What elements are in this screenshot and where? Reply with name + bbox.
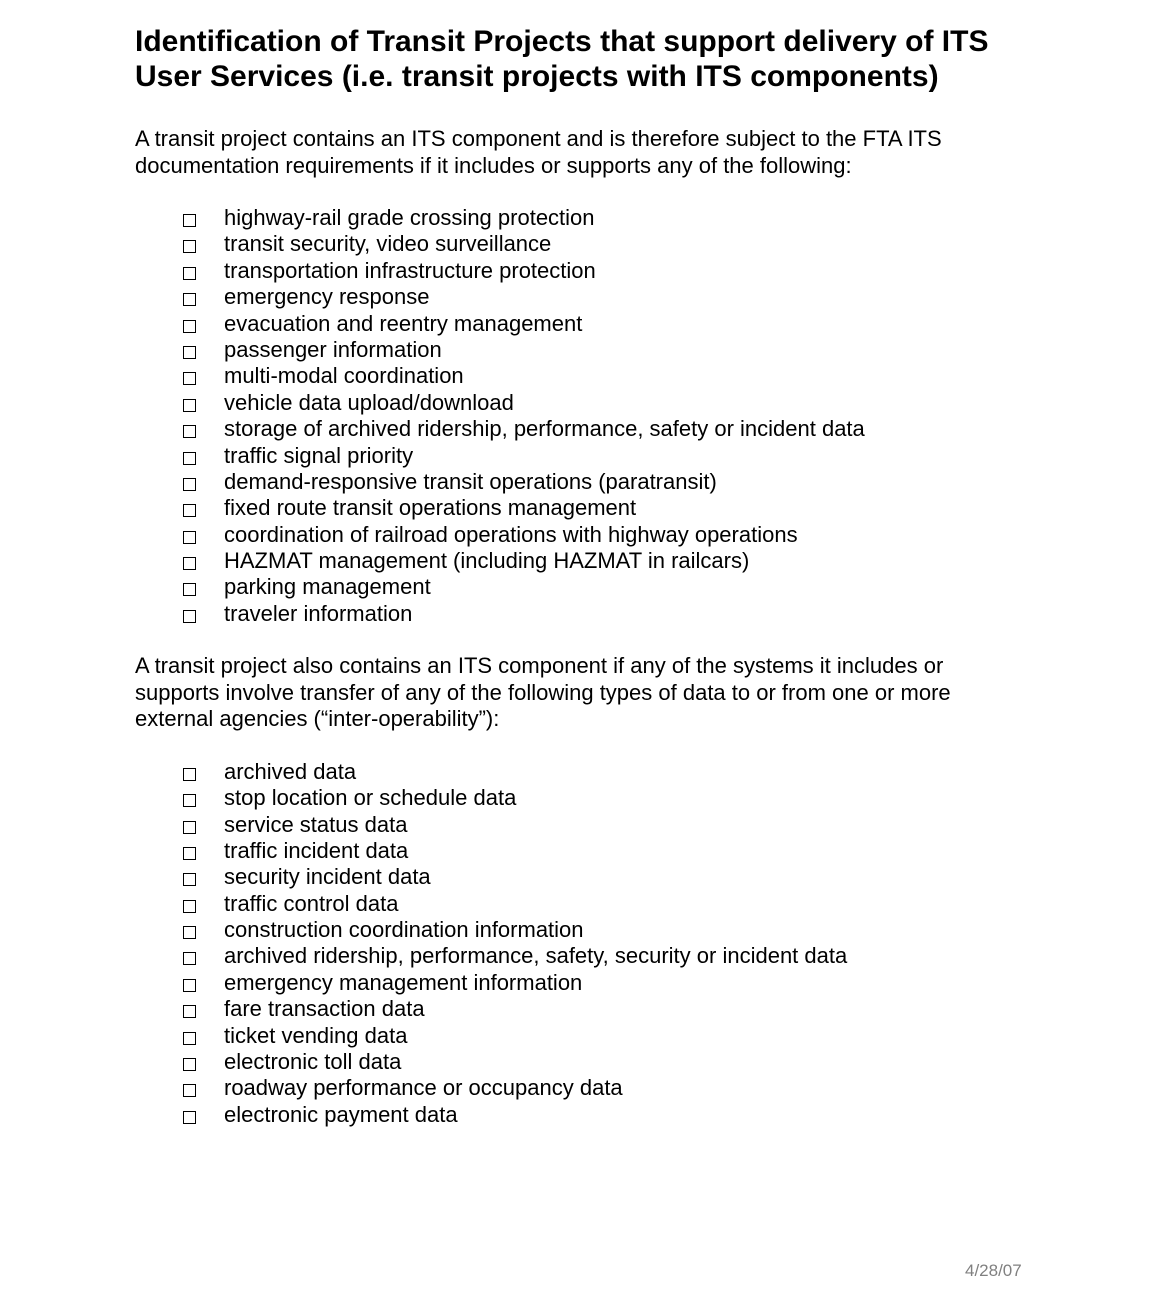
checkbox-icon[interactable]: [183, 531, 196, 544]
checklist-item: [135, 443, 1035, 469]
checkbox-icon[interactable]: [183, 346, 196, 359]
checklist-item-label: vehicle data upload/download: [224, 389, 514, 415]
checklist-item-label: traveler information: [224, 600, 413, 626]
checklist-item: [135, 996, 1035, 1022]
checklist-item-label: passenger information: [224, 336, 442, 362]
checklist-item-label: traffic control data: [224, 890, 399, 916]
intro-paragraph-1: [135, 126, 1035, 179]
checklist-item-label: parking management: [224, 574, 431, 600]
checklist-item-label: evacuation and reentry management: [224, 310, 583, 336]
checkbox-icon[interactable]: [183, 610, 196, 623]
footer-date: 4/28/07: [965, 1261, 1022, 1280]
checkbox-icon[interactable]: [183, 1032, 196, 1045]
checkbox-icon[interactable]: [183, 293, 196, 306]
checkbox-icon[interactable]: [183, 794, 196, 807]
checklist-item-label: HAZMAT management (including HAZMAT in railcars): [224, 548, 750, 574]
checkbox-icon[interactable]: [183, 926, 196, 939]
checkbox-icon[interactable]: [183, 267, 196, 280]
checkbox-icon[interactable]: [183, 1005, 196, 1018]
checklist-item: [135, 1075, 1035, 1101]
checklist-item: [135, 311, 1035, 337]
data-types-checklist: [135, 759, 1035, 1128]
checklist-item: [135, 759, 1035, 785]
title-line-2: User Services (i.e. transit projects with ITS components): [135, 60, 939, 93]
checklist-item-label: transit security, video surveillance: [224, 231, 552, 257]
checklist-item: [135, 284, 1035, 310]
checklist-item-label: electronic payment data: [224, 1101, 458, 1127]
checklist-item-label: highway-rail grade crossing protection: [224, 205, 595, 230]
document-page: [135, 24, 1035, 1128]
intro1-line-1: A transit project contains an ITS component and is therefore subject to the FTA ITS: [135, 126, 942, 151]
checklist-item: [135, 891, 1035, 917]
intro-paragraph-2: [135, 653, 1035, 733]
checklist-item: [135, 970, 1035, 996]
checklist-item: [135, 785, 1035, 811]
checkbox-icon[interactable]: [183, 1084, 196, 1097]
checklist-item-label: fare transaction data: [224, 996, 425, 1022]
checklist-item: [135, 390, 1035, 416]
checklist-item: [135, 1049, 1035, 1075]
checkbox-icon[interactable]: [183, 900, 196, 913]
intro1-line-2: documentation requirements if it includes or supports any of the following:: [135, 152, 852, 178]
checklist-item: [135, 574, 1035, 600]
checklist-item-label: transportation infrastructure protection: [224, 257, 596, 283]
checkbox-icon[interactable]: [183, 821, 196, 834]
checklist-item: [135, 495, 1035, 521]
checklist-item: [135, 231, 1035, 257]
intro2-line-2: supports involve transfer of any of the following types of data to or from one or more: [135, 679, 951, 705]
checklist-item-label: multi-modal coordination: [224, 363, 464, 389]
checklist-item: [135, 469, 1035, 495]
intro2-line-1: A transit project also contains an ITS component if any of the systems it includes or: [135, 653, 944, 679]
checklist-item-label: ticket vending data: [224, 1022, 408, 1048]
its-services-checklist: [135, 205, 1035, 627]
checkbox-icon[interactable]: [183, 214, 196, 227]
checkbox-icon[interactable]: [183, 240, 196, 253]
checkbox-icon[interactable]: [183, 425, 196, 438]
checklist-item: [135, 838, 1035, 864]
checklist-item-label: traffic incident data: [224, 837, 409, 863]
checklist-item-label: security incident data: [224, 864, 431, 890]
checklist-item: [135, 522, 1035, 548]
checklist-item-label: demand-responsive transit operations (paratransit): [224, 468, 717, 494]
checkbox-icon[interactable]: [183, 1111, 196, 1124]
checklist-item: [135, 258, 1035, 284]
checklist-item: [135, 864, 1035, 890]
checklist-item-label: construction coordination information: [224, 917, 584, 943]
title-line-1: Identification of Transit Projects that support delivery of ITS: [135, 25, 989, 58]
checkbox-icon[interactable]: [183, 979, 196, 992]
checklist-item-label: fixed route transit operations management: [224, 495, 637, 521]
checklist-item: [135, 548, 1035, 574]
checklist-item: [135, 812, 1035, 838]
checkbox-icon[interactable]: [183, 847, 196, 860]
checkbox-icon[interactable]: [183, 478, 196, 491]
checkbox-icon[interactable]: [183, 768, 196, 781]
checklist-item-label: storage of archived ridership, performance, safety or incident data: [224, 416, 865, 442]
checkbox-icon[interactable]: [183, 399, 196, 412]
checklist-item: [135, 205, 1035, 231]
checklist-item-label: stop location or schedule data: [224, 785, 517, 811]
checklist-item-label: emergency management information: [224, 969, 583, 995]
checkbox-icon[interactable]: [183, 583, 196, 596]
checklist-item: [135, 1102, 1035, 1128]
checklist-item: [135, 337, 1035, 363]
checklist-item: [135, 917, 1035, 943]
checkbox-icon[interactable]: [183, 952, 196, 965]
checklist-item: [135, 363, 1035, 389]
checklist-item: [135, 601, 1035, 627]
checkbox-icon[interactable]: [183, 1058, 196, 1071]
checkbox-icon[interactable]: [183, 372, 196, 385]
checklist-item: [135, 416, 1035, 442]
checklist-item-label: traffic signal priority: [224, 442, 414, 468]
checklist-item: [135, 1023, 1035, 1049]
checkbox-icon[interactable]: [183, 504, 196, 517]
checklist-item-label: emergency response: [224, 284, 430, 310]
checklist-item: [135, 943, 1035, 969]
document-title: [135, 24, 1035, 94]
checkbox-icon[interactable]: [183, 873, 196, 886]
intro2-line-3: external agencies (“inter-operability”):: [135, 706, 500, 732]
checklist-item-label: coordination of railroad operations with highway operations: [224, 521, 798, 547]
checkbox-icon[interactable]: [183, 320, 196, 333]
checklist-item-label: service status data: [224, 811, 408, 837]
checklist-item-label: electronic toll data: [224, 1049, 402, 1075]
checklist-item-label: archived data: [224, 758, 357, 784]
checkbox-icon[interactable]: [183, 452, 196, 465]
checklist-item-label: roadway performance or occupancy data: [224, 1075, 623, 1101]
checklist-item-label: archived ridership, performance, safety, security or incident data: [224, 943, 848, 969]
checkbox-icon[interactable]: [183, 557, 196, 570]
